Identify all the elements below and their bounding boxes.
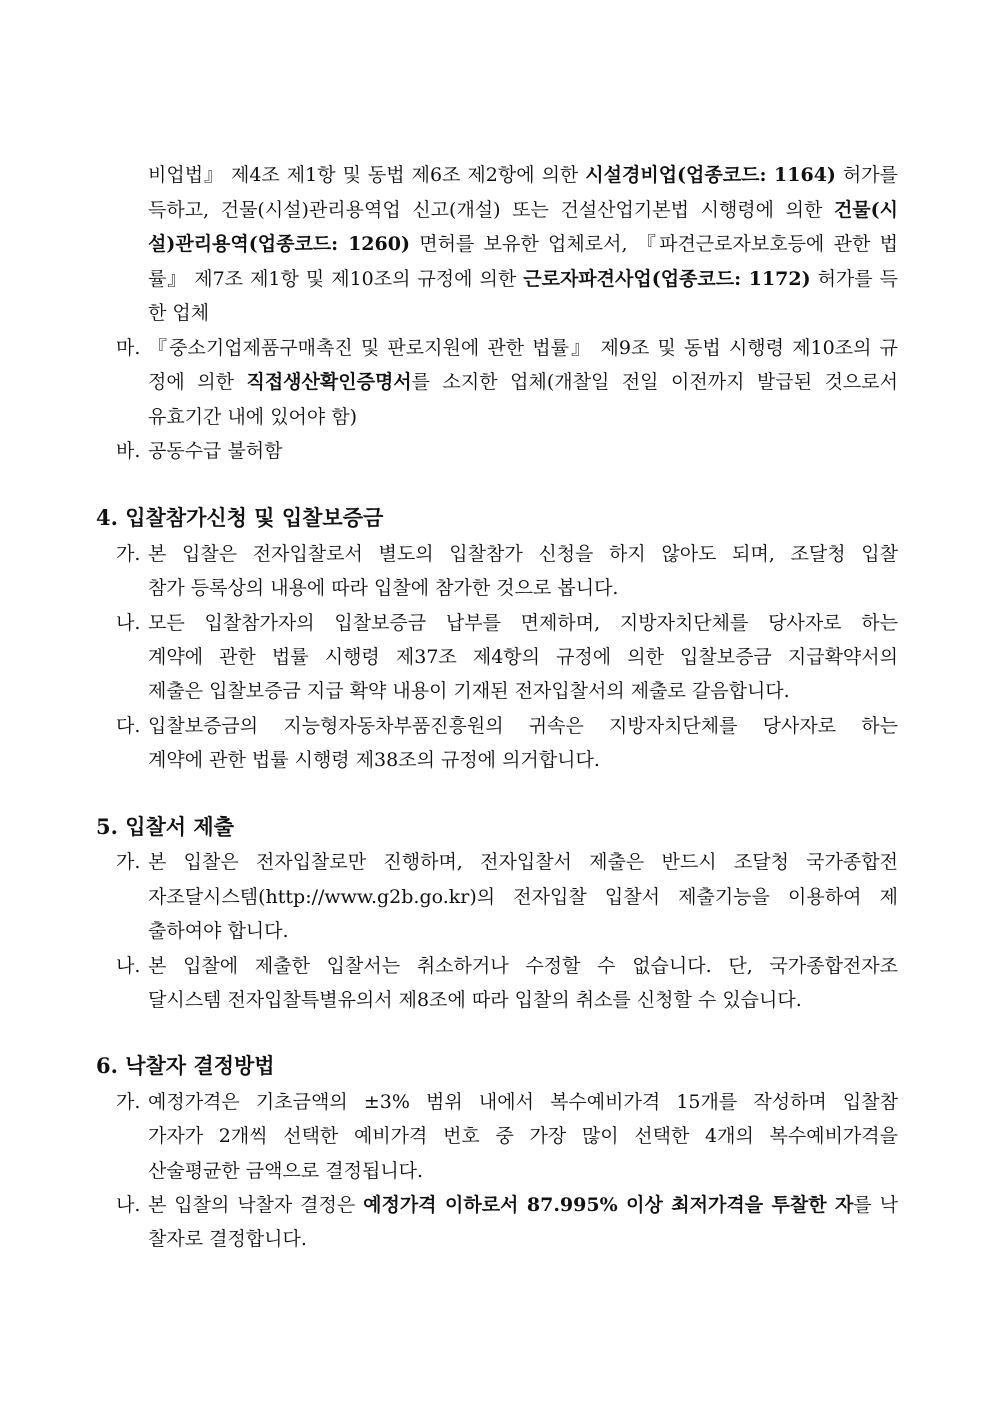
list-marker: 나. xyxy=(116,955,141,977)
paragraph-line: 제출은 입찰보증금 지급 확약 내용이 기재된 전자입찰서의 제출로 갈음합니다. xyxy=(148,680,790,702)
paragraph-line: 한 업체 xyxy=(148,302,210,324)
list-marker: 가. xyxy=(116,543,141,565)
paragraph-line: 가자가 2개씩 선택한 예비가격 번호 중 가장 많이 선택한 4개의 복수예비가격을 xyxy=(148,1125,898,1147)
paragraph-line: 공동수급 불허함 xyxy=(148,440,283,462)
list-marker: 가. xyxy=(116,1091,141,1113)
section-heading-5: 5. 입찰서 제출 xyxy=(96,814,234,839)
list-marker: 마. xyxy=(116,337,141,359)
paragraph-line: 자조달시스템(http://www.g2b.go.kr)의 전자입찰 입찰서 제출기능을 이용하여 제 xyxy=(148,886,898,908)
list-marker: 나. xyxy=(116,1194,141,1216)
paragraph-line: 찰자로 결정합니다. xyxy=(148,1228,307,1250)
list-marker: 가. xyxy=(116,851,141,873)
section-heading-4: 4. 입찰참가신청 및 입찰보증금 xyxy=(96,505,384,530)
paragraph-line: 입찰보증금의 지능형자동차부품진흥원의 귀속은 지방자치단체를 당사자로 하는 xyxy=(148,715,898,737)
paragraph-line: 득하고, 건물(시설)관리용역업 신고(개설) 또는 건설산업기본법 시행령에 의한 건물(시 xyxy=(148,199,898,221)
paragraph-line: 모든 입찰참가자의 입찰보증금 납부를 면제하며, 지방자치단체를 당사자로 하는 xyxy=(148,612,899,634)
paragraph-line: 설)관리용역(업종코드: 1260) 면허를 보유한 업체로서, 『파견근로자보호등에 관한 법 xyxy=(148,233,898,255)
paragraph-line: 달시스템 전자입찰특별유의서 제8조에 따라 입찰의 취소를 신청할 수 있습니다. xyxy=(148,989,802,1011)
paragraph-line: 산술평균한 금액으로 결정됩니다. xyxy=(148,1160,424,1182)
paragraph-line: 본 입찰은 전자입찰로만 진행하며, 전자입찰서 제출은 반드시 조달청 국가종합전 xyxy=(148,851,898,873)
list-marker: 바. xyxy=(116,440,141,462)
paragraph-line: 본 입찰에 제출한 입찰서는 취소하거나 수정할 수 없습니다. 단, 국가종합전자조 xyxy=(148,955,898,977)
paragraph-line: 률』 제7조 제1항 및 제10조의 규정에 의한 근로자파견사업(업종코드: 1172) 허가를 득 xyxy=(148,268,898,290)
paragraph-line: 유효기간 내에 있어야 함) xyxy=(148,406,358,428)
paragraph-line: 비업법』 제4조 제1항 및 동법 제6조 제2항에 의한 시설경비업(업종코드: 1164) 허가를 xyxy=(148,164,898,186)
paragraph-line: 『중소기업제품구매촉진 및 판로지원에 관한 법률』 제9조 및 동법 시행령 제10조의 규 xyxy=(148,337,898,359)
paragraph-line: 계약에 관한 법률 시행령 제38조의 규정에 의거합니다. xyxy=(148,749,600,771)
paragraph-line: 참가 등록상의 내용에 따라 입찰에 참가한 것으로 봅니다. xyxy=(148,577,619,599)
list-marker: 다. xyxy=(116,715,141,737)
section-heading-6: 6. 낙찰자 결정방법 xyxy=(96,1053,275,1078)
paragraph-line: 정에 의한 직접생산확인증명서를 소지한 업체(개찰일 전일 이전까지 발급된 것으로서 xyxy=(148,371,898,393)
paragraph-line: 본 입찰의 낙찰자 결정은 예정가격 이하로서 87.995% 이상 최저가격을 투찰한 자를 낙 xyxy=(148,1194,899,1216)
list-marker: 나. xyxy=(116,612,141,634)
paragraph-line: 본 입찰은 전자입찰로서 별도의 입찰참가 신청을 하지 않아도 되며, 조달청 입찰 xyxy=(148,543,898,565)
paragraph-line: 예정가격은 기초금액의 ±3% 범위 내에서 복수예비가격 15개를 작성하며 입찰참 xyxy=(148,1091,898,1113)
paragraph-line: 계약에 관한 법률 시행령 제37조 제4항의 규정에 의한 입찰보증금 지급확약서의 xyxy=(148,646,898,668)
paragraph-line: 출하여야 합니다. xyxy=(148,920,289,942)
